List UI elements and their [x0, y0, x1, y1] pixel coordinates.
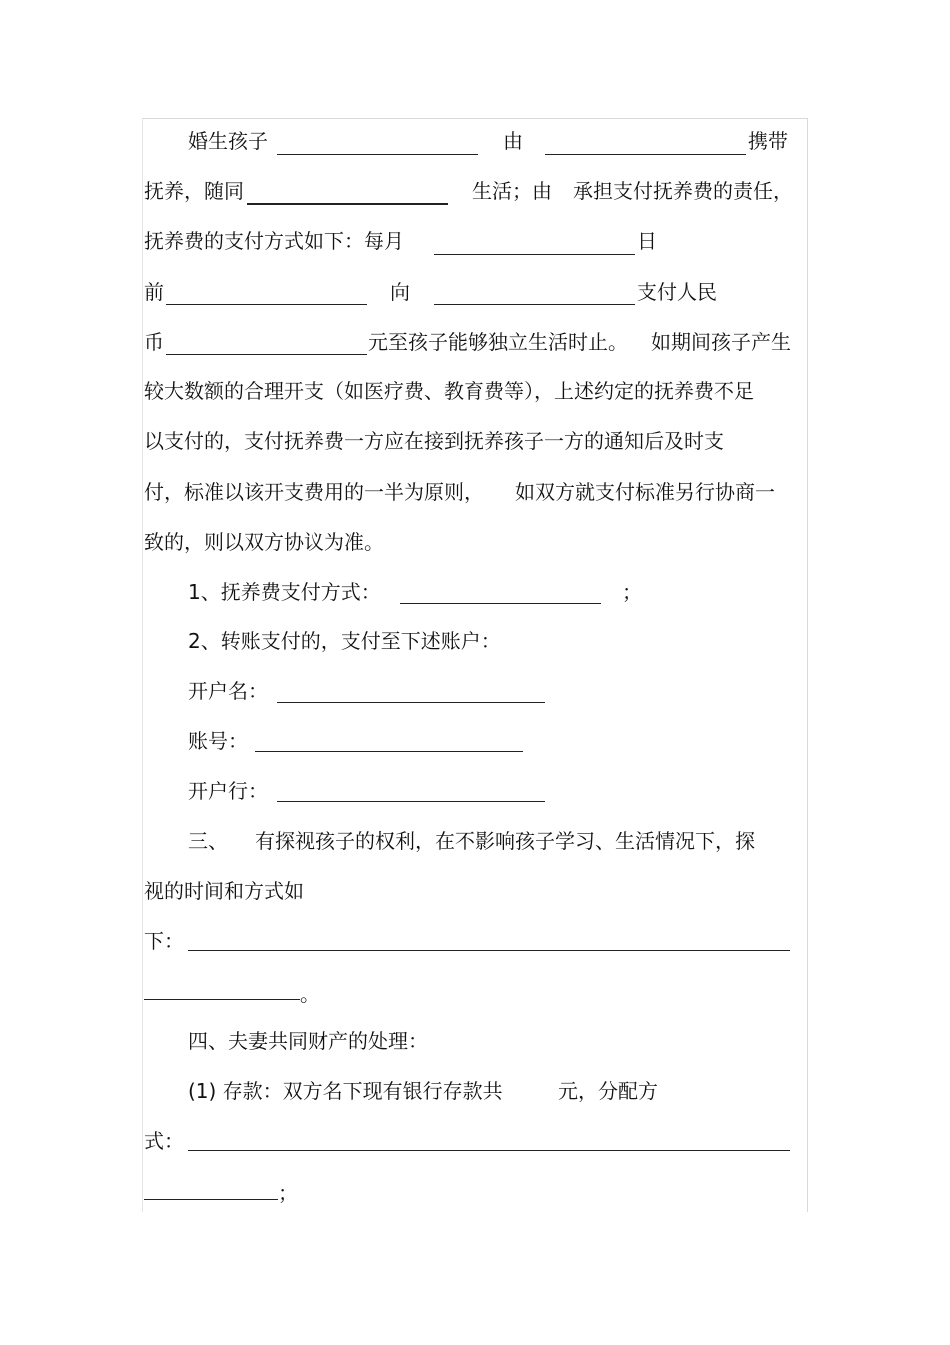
deposit-line3-end: ； — [278, 1181, 298, 1205]
child-name-blank[interactable] — [277, 154, 478, 155]
living-with-blank[interactable] — [247, 203, 448, 205]
payee-name-blank[interactable] — [434, 304, 635, 305]
deposit-line1-text-b: 元，分配方 — [558, 1079, 658, 1103]
bank-blank[interactable] — [277, 801, 545, 802]
custody-line5-text-b: 元至孩子能够独立生活时止。 — [368, 330, 628, 354]
transfer-account-label: 2、转账支付的，支付至下述账户： — [188, 629, 501, 653]
visitation-line2-text: 视的时间和方式如 — [144, 879, 304, 903]
custody-line8-text-a: 付，标准以该开支费用的一半为原则， — [144, 480, 484, 504]
deposit-line2-text: 式： — [144, 1129, 184, 1153]
custody-line1-text-b: 由 — [503, 129, 523, 153]
custody-line2-text-c: 承担支付抚养费的责任， — [573, 179, 793, 203]
account-number-label: 账号： — [188, 729, 248, 753]
custody-line7-text: 以支付的，支付抚养费一方应在接到抚养孩子一方的通知后及时支 — [144, 429, 724, 453]
visitation-terms-blank[interactable] — [188, 950, 790, 951]
deposit-line1-text-a: (1) 存款：双方名下现有银行存款共 — [188, 1079, 503, 1103]
account-name-blank[interactable] — [277, 702, 545, 703]
custody-line1-text-a: 婚生孩子 — [188, 129, 268, 153]
custody-line1-text-c: 携带 — [748, 129, 788, 153]
payment-method-end: ； — [622, 580, 642, 604]
custody-line5-text-a: 币 — [144, 330, 164, 354]
custody-line5-text-c: 如期间孩子产生 — [651, 330, 791, 354]
custody-line9-text: 致的，则以双方协议为准。 — [144, 530, 384, 554]
payment-day-blank[interactable] — [434, 254, 635, 255]
custody-line8-text-b: 如双方就支付标准另行协商一 — [515, 480, 775, 504]
custody-line4-text-a: 前 — [144, 280, 164, 304]
payment-method-label: 1、抚养费支付方式： — [188, 580, 381, 604]
property-section-heading: 四、夫妻共同财产的处理： — [188, 1029, 428, 1053]
deposit-allocation-blank-continued[interactable] — [144, 1199, 278, 1200]
custody-line4-text-c: 支付人民 — [637, 280, 717, 304]
payer-name-blank[interactable] — [166, 304, 367, 305]
account-number-blank[interactable] — [255, 751, 523, 752]
custodian-name-blank[interactable] — [545, 154, 746, 155]
payment-method-blank[interactable] — [400, 603, 601, 604]
custody-line2-text-a: 抚养，随同 — [144, 179, 244, 203]
custody-line4-text-b: 向 — [390, 280, 410, 304]
custody-line3-text-a: 抚养费的支付方式如下：每月 — [144, 229, 404, 253]
visitation-line4-end: 。 — [300, 982, 320, 1006]
account-name-label: 开户名： — [188, 679, 268, 703]
bank-label: 开户行： — [188, 779, 268, 803]
visitation-line3-text: 下： — [144, 929, 184, 953]
visitation-line1-text: 有探视孩子的权利，在不影响孩子学习、生活情况下，探 — [255, 829, 755, 853]
custody-line2-text-b: 生活；由 — [472, 179, 552, 203]
deposit-allocation-blank[interactable] — [188, 1150, 790, 1151]
amount-blank[interactable] — [166, 354, 367, 355]
visitation-terms-blank-continued[interactable] — [144, 999, 300, 1000]
custody-line3-text-b: 日 — [637, 229, 657, 253]
visitation-section-number: 三、 — [188, 829, 228, 853]
custody-line6-text: 较大数额的合理开支（如医疗费、教育费等），上述约定的抚养费不足 — [144, 379, 754, 403]
